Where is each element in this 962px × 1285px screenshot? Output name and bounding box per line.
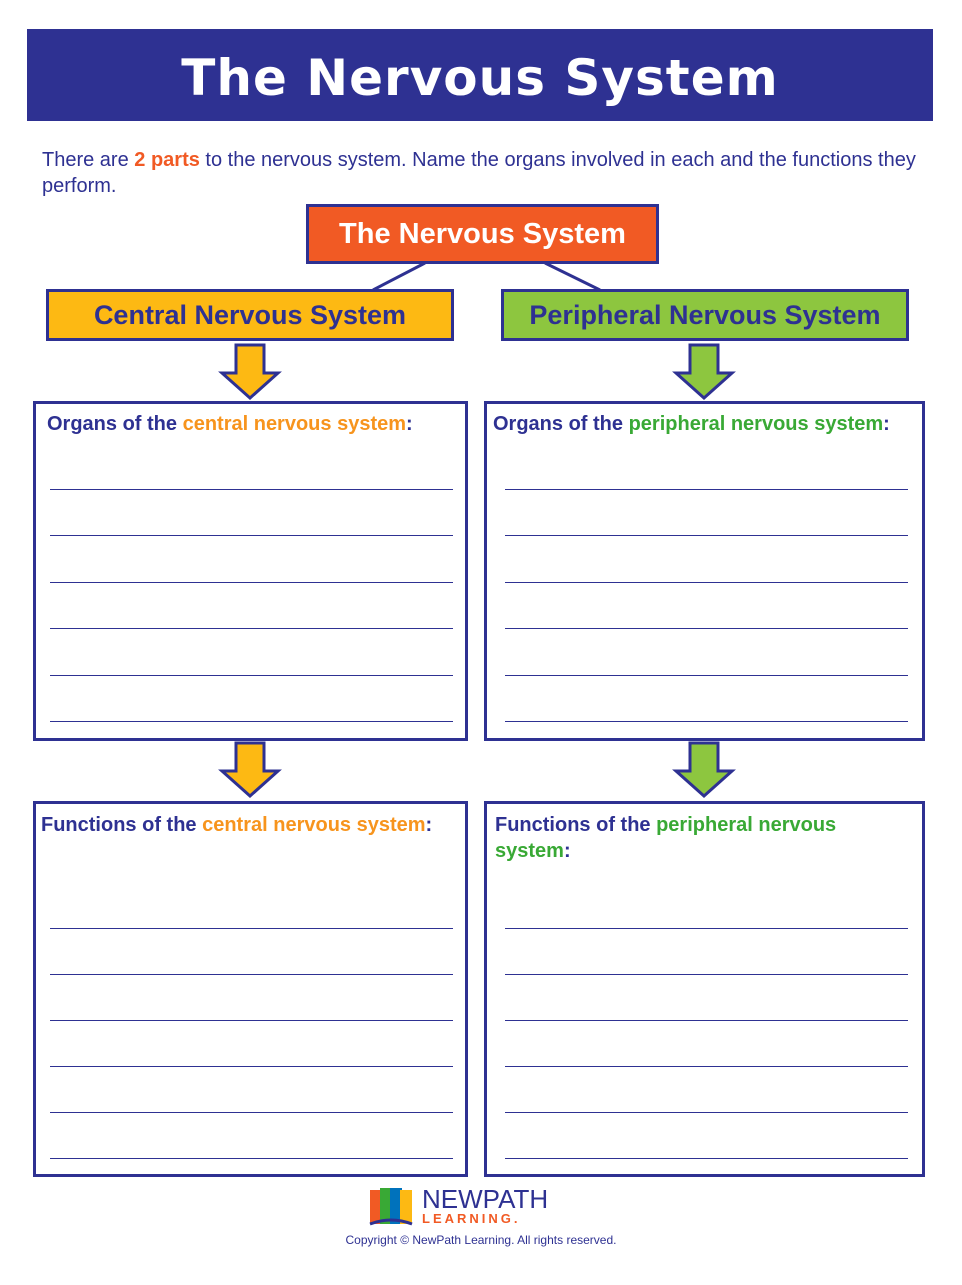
answer-line[interactable] [505,628,908,629]
answer-line[interactable] [50,535,453,536]
cns-organs-panel [33,401,468,741]
answer-line[interactable] [505,1158,908,1159]
answer-line[interactable] [50,628,453,629]
answer-line[interactable] [505,1112,908,1113]
pns-functions-panel [484,801,925,1177]
pns-box [501,289,909,341]
instructions-after: to the nervous system. Name the organs involved in each and the functions they perform. [42,149,916,197]
root-label: The Nervous System [339,217,626,250]
root-box [306,204,659,264]
arrow-down-icon [222,743,278,796]
answer-line[interactable] [505,535,908,536]
arrow-down-icon [676,743,732,796]
pns-label: Peripheral Nervous System [529,299,881,330]
answer-line[interactable] [50,1020,453,1021]
cns-organs-title: Organs of the central nervous system: [47,413,413,435]
pns-functions-title: Functions of the peripheral nervous system: [495,814,837,862]
answer-line[interactable] [505,489,908,490]
instructions-highlight: 2 parts [134,149,200,171]
answer-line[interactable] [505,928,908,929]
brand-learning: LEARNING. [422,1211,521,1226]
answer-line[interactable] [505,1020,908,1021]
answer-line[interactable] [50,1066,453,1067]
answer-line[interactable] [505,582,908,583]
book-logo-icon [368,1186,416,1228]
brand-newpath: NEWPATH [422,1184,549,1214]
cns-label: Central Nervous System [93,299,407,330]
brand-wordmark [422,1186,548,1226]
answer-line[interactable] [50,675,453,676]
answer-line[interactable] [505,974,908,975]
answer-line[interactable] [50,928,453,929]
pns-organs-panel [484,401,925,741]
newpath-logo [368,1186,598,1230]
arrow-down-icon [676,345,732,398]
answer-line[interactable] [50,1158,453,1159]
cns-box [46,289,454,341]
answer-line[interactable] [505,1066,908,1067]
cns-functions-title: Functions of the central nervous system: [41,814,433,836]
pns-organs-title: Organs of the peripheral nervous system: [493,413,890,435]
copyright-text: Copyright © NewPath Learning. All rights reserved. [345,1233,617,1247]
answer-line[interactable] [50,582,453,583]
connector-left [373,263,425,290]
answer-line[interactable] [50,1112,453,1113]
page-title: The Nervous System [181,49,779,107]
answer-line[interactable] [50,489,453,490]
answer-line[interactable] [505,721,908,722]
instructions-before: There are [42,149,135,171]
answer-line[interactable] [505,675,908,676]
cns-functions-panel [33,801,468,1177]
answer-line[interactable] [50,721,453,722]
answer-line[interactable] [50,974,453,975]
connector-right [545,263,600,290]
arrow-down-icon [222,345,278,398]
